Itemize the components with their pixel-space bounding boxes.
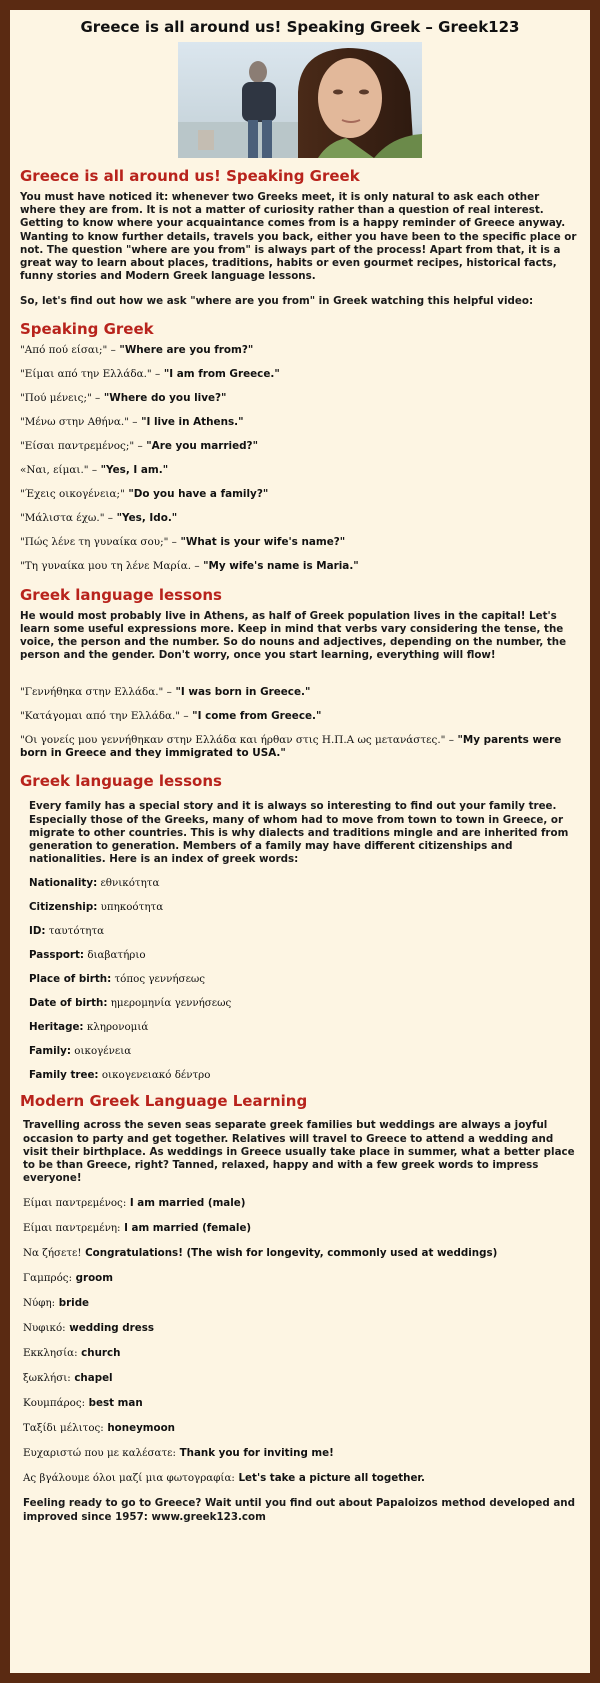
phrase-item: "Πού μένεις;" – "Where do you live?" xyxy=(20,391,227,404)
family-section xyxy=(20,800,578,1082)
term-item: Heritage: κληρονομιά xyxy=(29,1021,149,1034)
term-item: Ταξίδι μέλιτος: honeymoon xyxy=(23,1422,175,1435)
term-item: Είμαι παντρεμένη: I am married (female) xyxy=(23,1222,252,1235)
wedding-term-list xyxy=(23,1197,578,1485)
term-item: Ευχαριστώ που με καλέσατε: Thank you for inviting me! xyxy=(23,1447,334,1460)
term-item: Nationality: εθνικότητα xyxy=(29,877,160,890)
term-item: ID: ταυτότητα xyxy=(29,925,105,938)
lessons-heading: Greek language lessons xyxy=(20,585,222,604)
lessons-paragraph: He would most probably live in Athens, as half of Greek population lives in the capital! Let's learn some useful expressions more. Keep in mind that verbs vary considering the tense, the voice, the person and the number. So do nouns and adjectives, depending on the number, the person and the gender. Don't worry, once you start learning, everything will flow! xyxy=(20,609,567,662)
phrase-item: "Είσαι παντρεμένος;" – "Are you married?" xyxy=(20,439,259,452)
term-item: Passport: διαβατήριο xyxy=(29,949,146,962)
learning-paragraph: Travelling across the seven seas separate greek families but weddings are always a joyful occasion to party and get together. Relatives will travel to Greece to attend a wedding and visit their birthplace. As weddings in Greece usually take place in summer, what a better place to be than Greece, right? Tanned, relaxed, happy and with a few greek words to impress everyone! xyxy=(23,1119,575,1185)
term-item: Date of birth: ημερομηνία γεννήσεως xyxy=(29,997,232,1010)
family-heading: Greek language lessons xyxy=(20,772,222,791)
phrase-item: "Τη γυναίκα μου τη λένε Μαρία. – "My wife's name is Maria." xyxy=(20,559,359,572)
lessons-phrase-list xyxy=(20,686,578,760)
family-paragraph: Every family has a special story and it is always so interesting to find out your family tree. Especially those of the Greeks, many of whom had to move from town to town in Greece, or migrate to other countries. This is why dialects and traditions mingle and are inherited from generation to generation. Members of a family may have different citizenships and nationalities. Here is an index of greek words: xyxy=(29,800,569,866)
learning-section xyxy=(20,1119,578,1523)
term-item: Κουμπάρος: best man xyxy=(23,1397,143,1410)
term-item: Ας βγάλουμε όλοι μαζί μια φωτογραφία: Let's take a picture all together. xyxy=(23,1472,425,1485)
phrase-item: "Γεννήθηκα στην Ελλάδα." – "I was born in Greece." xyxy=(20,686,311,699)
phrase-item: "Από πού είσαι;" – "Where are you from?" xyxy=(20,343,254,356)
page-frame xyxy=(10,10,590,1673)
phrase-item: "Μένω στην Αθήνα." – "I live in Athens." xyxy=(20,415,244,428)
article xyxy=(10,167,590,1524)
closing-paragraph: Feeling ready to go to Greece? Wait until you find out about Papaloizos method developed and improved since 1957: www.greek123.com xyxy=(23,1497,575,1523)
page-title: Greece is all around us! Speaking Greek – Greek123 xyxy=(80,18,520,36)
intro-heading: Greece is all around us! Speaking Greek xyxy=(20,167,360,185)
phrase-item: "Μάλιστα έχω." – "Yes, Ido." xyxy=(20,511,178,524)
term-item: Place of birth: τόπος γεννήσεως xyxy=(29,973,206,986)
term-item: Family: οικογένεια xyxy=(29,1045,132,1058)
speaking-heading: Speaking Greek xyxy=(20,319,154,338)
term-item: Εκκλησία: church xyxy=(23,1347,121,1360)
term-item: Να ζήσετε! Congratulations! (The wish for longevity, commonly used at weddings) xyxy=(23,1247,498,1260)
speaking-phrase-list xyxy=(20,344,578,573)
family-term-list xyxy=(29,877,578,1082)
intro-paragraph: You must have noticed it: whenever two Greeks meet, it is only natural to ask each other where they are from. It is not a matter of curiosity rather than a question of real interest. Getting to know where your acquaintance comes from is a happy reminder of Greece anyway. Wanting to know further details, travels you back, either you have been to the specific place or not. The question "where are you from" is always part of the process! Apart from that, it is a great way to learn about places, traditions, habits or even gourmet recipes, historical facts, funny stories and Modern Greek language lessons. xyxy=(20,191,577,283)
phrase-item: "Οι γονείς μου γεννήθηκαν στην Ελλάδα και ήρθαν στις Η.Π.Α ως μετανάστες." – "My parents were born in Greece and they immigrated to USA." xyxy=(20,734,562,760)
term-item: Γαμπρός: groom xyxy=(23,1272,113,1285)
term-item: Είμαι παντρεμένος: I am married (male) xyxy=(23,1197,246,1210)
phrase-item: "Κατάγομαι από την Ελλάδα." – "I come from Greece." xyxy=(20,710,322,723)
term-item: Νύφη: bride xyxy=(23,1297,90,1310)
learning-heading: Modern Greek Language Learning xyxy=(20,1092,308,1111)
phrase-item: "Είμαι από την Ελλάδα." – "I am from Greece." xyxy=(20,367,280,380)
term-item: Citizenship: υπηκοότητα xyxy=(29,901,164,914)
term-item: ξωκλήσι: chapel xyxy=(23,1372,113,1385)
phrase-item: "Έχεις οικογένεια;" "Do you have a family?" xyxy=(20,487,269,500)
term-item: Νυφικό: wedding dress xyxy=(23,1322,154,1335)
video-line: So, let's find out how we ask "where are you from" in Greek watching this helpful video: xyxy=(20,295,534,308)
phrase-item: "Πώς λένε τη γυναίκα σου;" – "What is your wife's name?" xyxy=(20,535,346,548)
hero-photo xyxy=(178,42,422,158)
term-item: Family tree: οικογενειακό δέντρο xyxy=(29,1069,211,1082)
phrase-item: «Ναι, είμαι." – "Yes, I am." xyxy=(20,463,169,476)
